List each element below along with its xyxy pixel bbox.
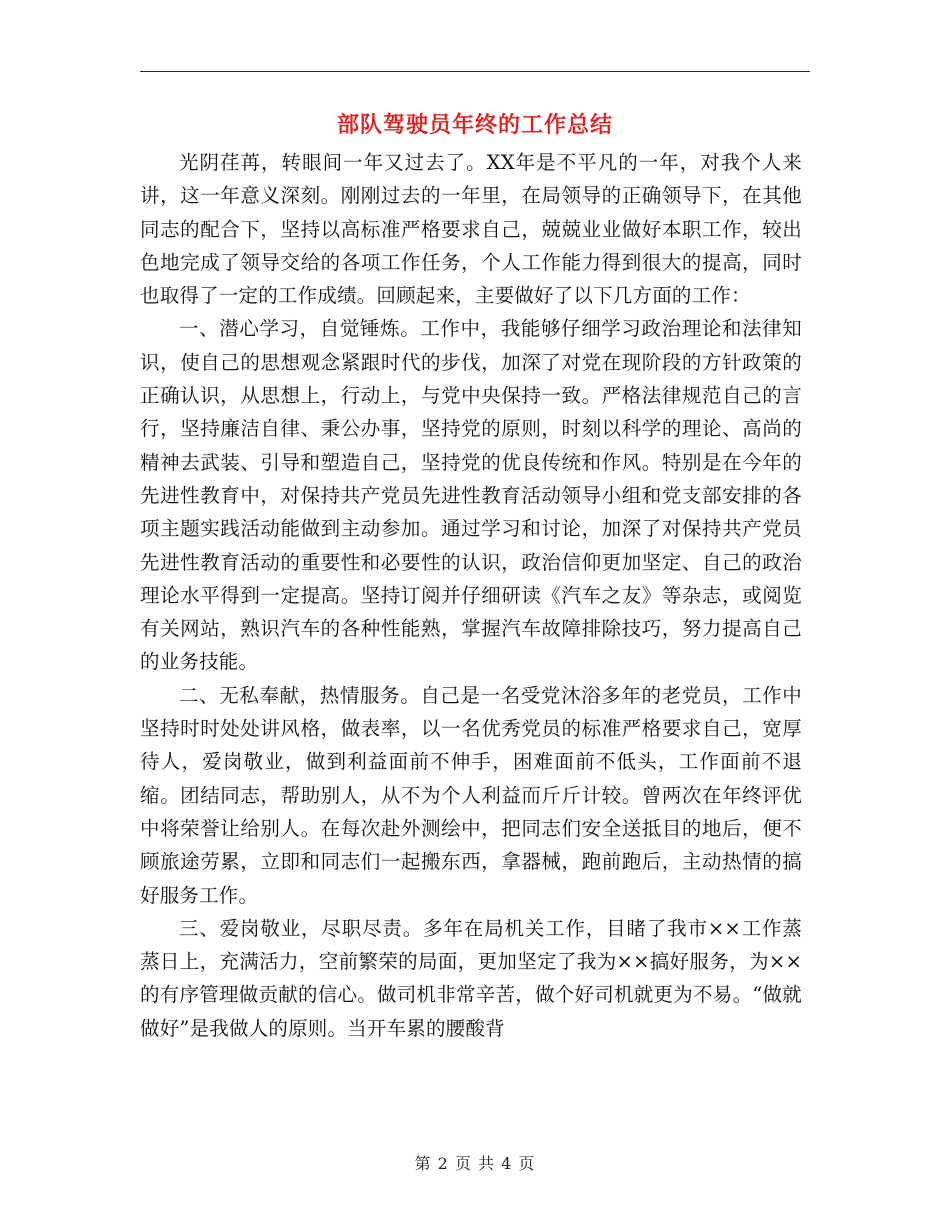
paragraph-section-3: 三、爱岗敬业，尽职尽责。多年在局机关工作，目睹了我市××工作蒸蒸日上，充满活力，空前繁荣的局面，更加坚定了我为××搞好服务，为××的有序管理做贡献的信心。做司机非常辛苦，做个好司机就更为不易。“做就做好”是我做人的原则。当开车累的腰酸背	[140, 916, 802, 1040]
document-title: 部队驾驶员年终的工作总结	[336, 112, 613, 138]
paragraph-section-1: 一、潜心学习，自觉锤炼。工作中，我能够仔细学习政治理论和法律知识，使自己的思想观念紧跟时代的步伐，加深了对党在现阶段的方针政策的正确认识，从思想上，行动上，与党中央保持一致。严格法律规范自己的言行，坚持廉洁自律、秉公办事，坚持党的原则，时刻以科学的理论、高尚的精神去武装、引导和塑造自己，坚持党的优良传统和作风。特别是在今年的先进性教育中，对保持共产党员先进性教育活动领导小组和党支部安排的各项主题实践活动能做到主动参加。通过学习和讨论，加深了对保持共产党员先进性教育活动的重要性和必要性的认识，政治信仰更加坚定、自己的政治理论水平得到一定提高。坚持订阅并仔细研读《汽车之友》等杂志，或阅览有关网站，熟识汽车的各种性能熟，掌握汽车故障排除技巧，努力提高自己的业务技能。	[140, 317, 802, 674]
header-rule	[140, 71, 810, 72]
document-body	[140, 146, 802, 1045]
page-number-footer: 第 2 页 共 4 页	[414, 1154, 536, 1173]
paragraph-intro: 光阴荏苒，转眼间一年又过去了。XX年是不平凡的一年，对我个人来讲，这一年意义深刻。刚刚过去的一年里，在局领导的正确领导下，在其他同志的配合下，坚持以高标准严格要求自己，兢兢业业做好本职工作，较出色地完成了领导交给的各项工作任务，个人工作能力得到很大的提高，同时也取得了一定的工作成绩。回顾起来，主要做好了以下几方面的工作：	[140, 151, 802, 308]
paragraph-section-2: 二、无私奉献，热情服务。自己是一名受党沐浴多年的老党员，工作中坚持时时处处讲风格，做表率，以一名优秀党员的标准严格要求自己，宽厚待人，爱岗敬业，做到利益面前不伸手，困难面前不低头，工作面前不退缩。团结同志，帮助别人，从不为个人利益而斤斤计较。曾两次在年终评优中将荣誉让给别人。在每次赴外测绘中，把同志们安全送抵目的地后，便不顾旅途劳累，立即和同志们一起搬东西，拿器械，跑前跑后，主动热情的搞好服务工作。	[140, 683, 802, 907]
